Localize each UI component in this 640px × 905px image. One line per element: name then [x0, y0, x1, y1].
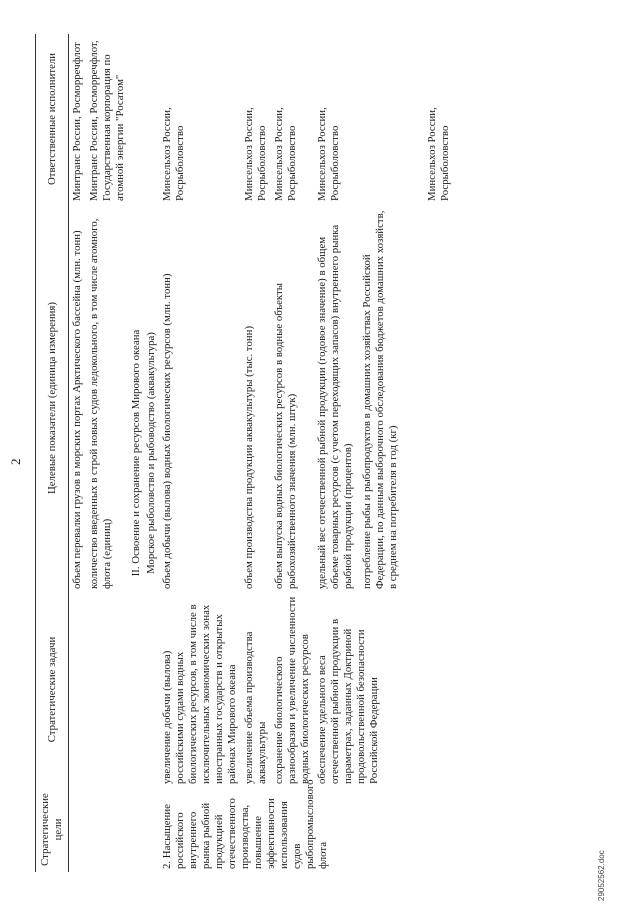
goal-cell: 2. Насыщение российского внутреннего рынка рыбной продукцией отечественного производства, повышение эффективности использования судов рыбопромыслового флота [161, 779, 329, 869]
indicator-cell: объем производства продукции аквакультуры (тыс. тонн) [243, 325, 255, 589]
header-executors: Ответственные исполнители [36, 34, 69, 204]
section-row [129, 34, 144, 872]
page-number: 2 [8, 458, 23, 465]
executors-cell: Минсельхоз России, Росрыболовство [273, 107, 298, 201]
task-cell: увеличение добычи (вылова) российскими судами водных биологических ресурсов, в том числе в исключительных экономических зонах иностранных государств и открытых районах Мирового океана [161, 604, 238, 784]
task-cell: обеспечение удельного веса отечественной рыбной продукции в параметрах, заданных Доктриной продовольственной безопасности Российской Федерации [316, 618, 380, 784]
section-title: II. Освоение и сохранение ресурсов Мирового океана [130, 329, 142, 577]
indicator-text: удельный вес отечественной рыбной продукции (годовое значение) в общем объеме товарных ресурсов (с учетом переходящих запасов) внутреннего рынка рыбной продукции (процентов) [316, 224, 354, 589]
table-row [86, 34, 129, 872]
table-row [159, 34, 241, 872]
header-indicators: Целевые показатели (единица измерения) [36, 204, 69, 592]
table-row [271, 34, 314, 872]
executors-cell: Минтранс России, Росморречфлот, Государственная корпорация по атомной энергии "Росатом" [88, 40, 126, 201]
strategy-table [35, 34, 454, 872]
task-cell: сохранение биологического разнообразия и увеличение численности водных биологических ресурсов [273, 596, 311, 784]
executors-cell: Минтранс России, Росморречфлот [71, 42, 83, 201]
table-row [241, 34, 271, 872]
header-goals: Стратегические цели [36, 787, 69, 872]
subsection-title: Морское рыболовство и рыбоводство (аквакультура) [145, 332, 157, 574]
table-row [314, 34, 454, 872]
executors-text: Минсельхоз России, Росрыболовство [316, 107, 341, 201]
indicator-cell [314, 204, 454, 592]
footer-filename: 29052562.doc [597, 850, 606, 901]
indicator-cell: объем перевалки грузов в морских портах Арктического бассейна (млн. тонн) [71, 230, 83, 589]
task-cell: увеличение объема производства аквакультуры [243, 631, 268, 784]
executors-cell [314, 34, 454, 204]
subsection-row [144, 34, 159, 872]
executors-text: Минсельхоз России, Росрыболовство [426, 107, 451, 201]
indicator-cell: количество введенных в строй новых судов ледокольного, в том числе атомного, флота (единиц) [88, 218, 113, 589]
table-row [69, 34, 87, 872]
header-tasks: Стратегические задачи [36, 592, 69, 787]
indicator-text: потребление рыбы и рыбопродуктов в домашних хозяйствах Российской Федерации, по данным выборочного обследования бюджетов домашних хозяйств, в среднем на потребителя в год (кг) [361, 210, 399, 589]
indicator-cell: объем добычи (вылова) водных биологических ресурсов (млн. тонн) [161, 273, 173, 589]
executors-cell: Минсельхоз России, Росрыболовство [243, 107, 268, 201]
header-row [36, 34, 69, 872]
indicator-cell: объем выпуска водных биологических ресурсов в водные объекты рыбохозяйственного значения (млн. штук) [273, 283, 298, 589]
executors-cell: Минсельхоз России, Росрыболовство [161, 107, 186, 201]
